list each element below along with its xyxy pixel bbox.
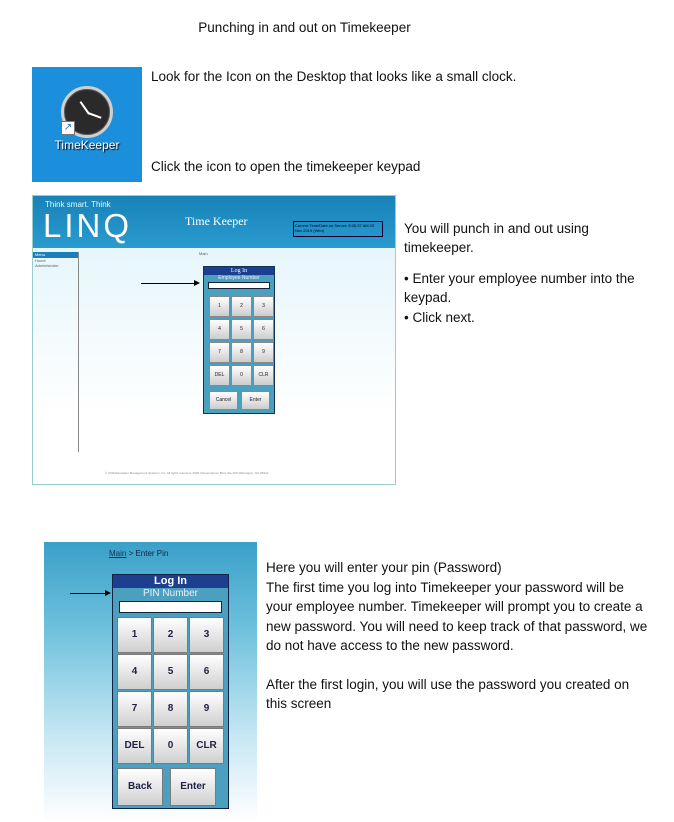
key-2[interactable]: 2 (153, 617, 188, 653)
step1-text: Look for the Icon on the Desktop that looks like a small clock. (151, 69, 517, 84)
key-4[interactable]: 4 (117, 654, 152, 690)
pin-keypad (112, 574, 229, 809)
key-del[interactable]: DEL (209, 365, 230, 386)
key-9[interactable]: 9 (189, 691, 224, 727)
pin-text-line-5: do not have access to the new password. (266, 638, 514, 653)
enter-button[interactable]: Enter (241, 391, 270, 410)
key-8[interactable]: 8 (153, 691, 188, 727)
key-6[interactable]: 6 (253, 319, 274, 340)
key-8[interactable]: 8 (231, 342, 252, 363)
pin-text-line-4: new password. You will need to keep track of that password, we (266, 619, 648, 634)
pin-entry-screenshot (44, 542, 257, 822)
back-button[interactable]: Back (117, 768, 163, 806)
breadcrumb-main-link[interactable]: Main (109, 549, 127, 558)
step3-line-1: You will punch in and out using (404, 221, 589, 236)
enter-button[interactable]: Enter (170, 768, 216, 806)
key-7[interactable]: 7 (117, 691, 152, 727)
pin-number-label: PIN Number (142, 588, 198, 599)
pin-text-line-2: The first time you log into Timekeeper your password will be (266, 580, 624, 595)
key-3[interactable]: 3 (189, 617, 224, 653)
pin-text-line-1: Here you will enter your pin (Password) (266, 560, 502, 575)
arrow-to-pin-field (70, 593, 106, 594)
linq-tagline: Think smart. Think (45, 200, 111, 209)
linq-header (33, 196, 395, 248)
key-clr[interactable]: CLR (189, 728, 224, 764)
login-title: Log In (113, 575, 228, 588)
key-0[interactable]: 0 (153, 728, 188, 764)
key-clr[interactable]: CLR (253, 365, 274, 386)
key-1[interactable]: 1 (209, 296, 230, 317)
icon-label: TimeKeeper (54, 138, 120, 152)
bullet-line-2: keypad. (404, 290, 452, 305)
key-6[interactable]: 6 (189, 654, 224, 690)
key-5[interactable]: 5 (231, 319, 252, 340)
step3-line-2: timekeeper. (404, 240, 474, 255)
linq-footer: © 2019 Education Management Systems, Inc. All rights reserved. 2026 Independence Blvd, Ste 200 Wilmington, NC 28412 (105, 471, 269, 475)
key-9[interactable]: 9 (253, 342, 274, 363)
key-2[interactable]: 2 (231, 296, 252, 317)
timekeeper-desktop-icon[interactable] (32, 67, 142, 182)
login-title: Log In (204, 267, 274, 275)
key-5[interactable]: 5 (153, 654, 188, 690)
pin-number-input[interactable] (119, 601, 222, 613)
key-3[interactable]: 3 (253, 296, 274, 317)
pin-text-line-3: your employee number. Timekeeper will prompt you to create a (266, 599, 643, 614)
sidebar (33, 252, 79, 452)
breadcrumb-current: > Enter Pin (126, 549, 169, 558)
sidebar-item-home[interactable]: Home (35, 258, 46, 263)
server-time: Current Time/Date on Server: 8:26:37 AM 23 Nov 2019 (Wed) (293, 221, 383, 237)
key-7[interactable]: 7 (209, 342, 230, 363)
cancel-button[interactable]: Cancel (209, 391, 238, 410)
linq-logo: LINQ (43, 207, 133, 244)
after-text-line-2: this screen (266, 696, 332, 711)
bullet-line-1: • Enter your employee number into the (404, 271, 635, 286)
step2-text: Click the icon to open the timekeeper keypad (151, 159, 421, 174)
employee-number-label: Employee Number (218, 275, 260, 281)
sidebar-header: Menu (33, 252, 78, 258)
linq-timekeeper-screenshot (32, 195, 396, 485)
breadcrumb[interactable]: Main (199, 251, 208, 256)
after-text-line-1: After the first login, you will use the password you created on (266, 677, 630, 692)
shortcut-arrow-icon: ↗ (61, 121, 75, 135)
document-title: Punching in and out on Timekeeper (198, 20, 411, 35)
login-keypad (203, 266, 275, 414)
key-0[interactable]: 0 (231, 365, 252, 386)
breadcrumb (109, 549, 168, 558)
arrow-to-employee-field (141, 283, 195, 284)
sidebar-item-administrator[interactable]: Administrator (35, 263, 59, 268)
bullet-line-3: • Click next. (404, 310, 475, 325)
app-title: Time Keeper (185, 214, 248, 228)
key-del[interactable]: DEL (117, 728, 152, 764)
key-1[interactable]: 1 (117, 617, 152, 653)
key-4[interactable]: 4 (209, 319, 230, 340)
employee-number-input[interactable] (208, 282, 270, 289)
